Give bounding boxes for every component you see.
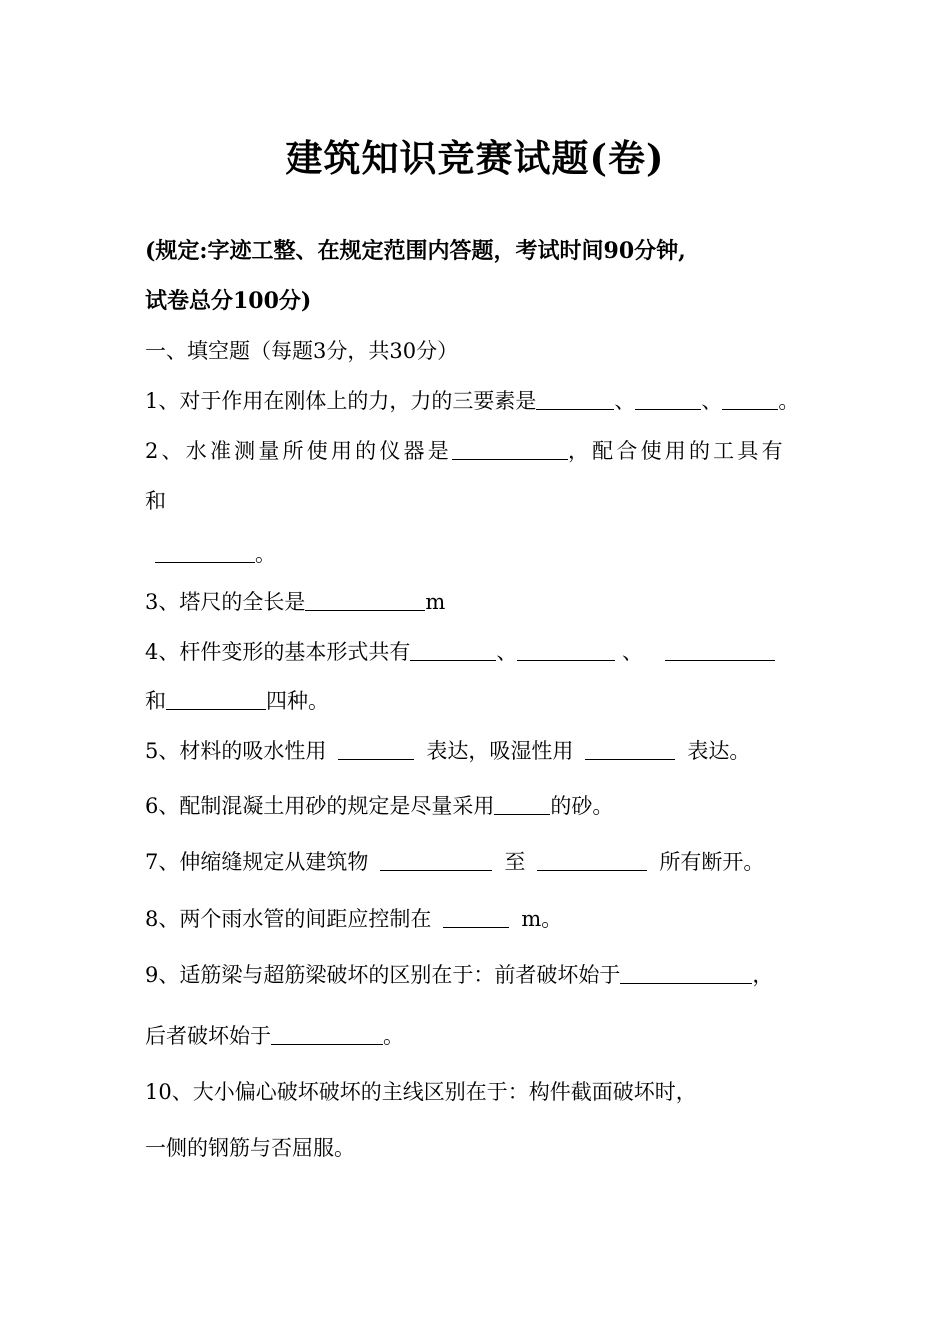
separator: 、 [615,640,644,664]
question-4-line-2 [145,686,329,716]
question-7-text: 7、伸缩缝规定从建筑物 [145,850,369,874]
question-7-mid: 至 [504,850,526,874]
question-5-text: 5、材料的吸水性用 [145,739,327,763]
question-8-text: 8、两个雨水管的间距应控制在 [145,907,432,931]
question-3-text: 3、塔尺的全长是 [145,590,306,614]
answer-blank[interactable] [380,850,492,871]
answer-blank[interactable] [722,389,778,410]
question-2-line-3 [155,539,276,569]
question-7 [145,847,764,877]
instructions-line-2: 试卷总分100分) [145,288,312,314]
question-4 [145,637,775,667]
question-end: 表达。 [687,739,751,763]
question-10: 10、大小偏心破坏破坏的主线区别在于：构件截面破坏时， [145,1080,697,1104]
answer-blank[interactable] [585,739,675,760]
separator: 、 [496,640,518,664]
answer-blank[interactable] [166,689,266,710]
question-1 [145,386,799,416]
question-6-text: 6、配制混凝土用砂的规定是尽量采用 [145,794,495,818]
answer-blank[interactable] [517,640,615,661]
question-9-line2: 后者破坏始于 [145,1024,271,1048]
question-3 [145,587,445,617]
question-1-text: 1、对于作用在刚体上的力，力的三要素是 [145,389,537,413]
question-5 [145,736,750,766]
question-2 [145,436,786,466]
question-9-line-2 [145,1021,404,1051]
answer-blank[interactable] [443,907,509,928]
answer-blank[interactable] [338,739,414,760]
answer-blank[interactable] [155,542,255,563]
question-end: m。 [521,907,563,931]
answer-blank[interactable] [494,794,550,815]
answer-blank[interactable] [452,439,568,460]
answer-blank[interactable] [410,640,496,661]
question-end: 所有断开。 [659,850,765,874]
question-9 [145,960,773,990]
separator: 、 [701,389,723,413]
unit-text: m [425,590,446,614]
question-4-text: 4、杆件变形的基本形式共有 [145,640,411,664]
question-end: 。 [778,389,800,413]
answer-blank[interactable] [537,850,647,871]
question-8 [145,904,562,934]
answer-blank[interactable] [536,389,614,410]
page-title: 建筑知识竞赛试题(卷) [285,136,665,180]
question-2-text: 2、水准测量所使用的仪器是 [145,439,452,463]
question-end: 的砂。 [550,794,614,818]
answer-blank[interactable] [305,590,425,611]
question-end: 。 [383,1024,404,1048]
question-4-line2-end: 四种。 [266,689,329,713]
question-5-mid: 表达，吸湿性用 [426,739,574,763]
section-heading: 一、填空题（每题3分，共30分） [145,339,459,363]
answer-blank[interactable] [271,1024,383,1045]
question-2-line-2: 和 [145,489,166,513]
question-9-mid: ， [752,963,774,987]
instructions-line-1: (规定:字迹工整、在规定范围内答题，考试时间90分钟, [145,238,686,264]
question-9-text: 9、适筋梁与超筋梁破坏的区别在于：前者破坏始于 [145,963,621,987]
question-2-mid: ，配合使用的工具有 [567,439,786,463]
question-end: 。 [255,542,276,566]
answer-blank[interactable] [635,389,701,410]
question-4-line2-start: 和 [145,689,166,713]
question-10-line-2: 一侧的钢筋与否屈服。 [145,1136,355,1160]
answer-blank[interactable] [620,963,752,984]
separator: 、 [614,389,636,413]
question-6 [145,791,613,821]
answer-blank[interactable] [665,640,775,661]
